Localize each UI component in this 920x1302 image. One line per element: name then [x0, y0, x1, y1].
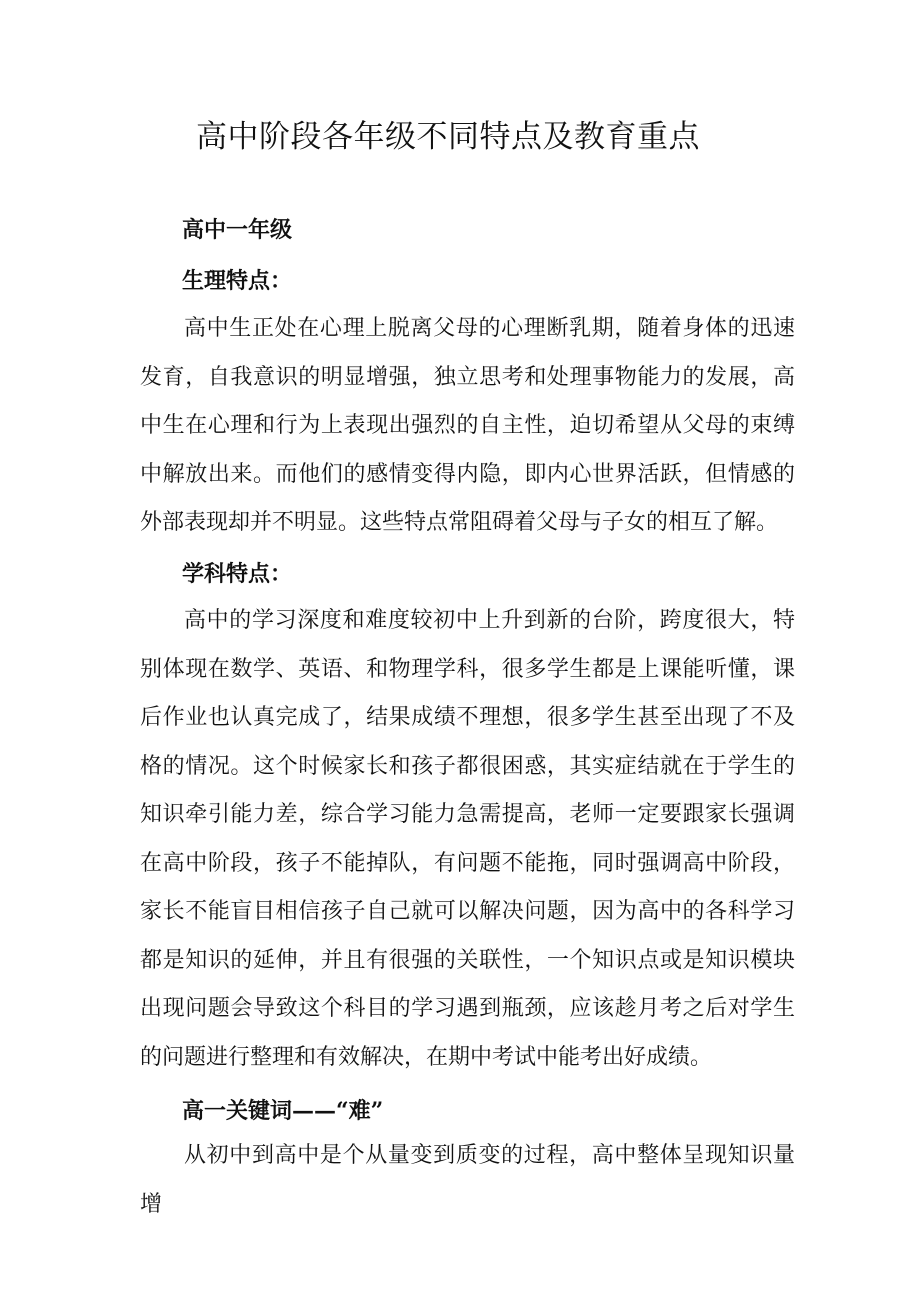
document-title: 高中阶段各年级不同特点及教育重点 — [196, 119, 700, 155]
section-paragraph-keyword: 从初中到高中是个从量变到质变的过程，高中整体呈现知识量增 — [140, 1143, 795, 1217]
section-paragraph-physiological: 高中生正处在心理上脱离父母的心理断乳期，随着身体的迅速发育，自我意识的明显增强，独立思考和处理事物能力的发展，高中生在心理和行为上表现出强烈的自主性，迫切希望从父母的束缚中解放出来。而他们的感情变得内隐，即内心世界活跃，但情感的外部表现却并不明显。这些特点常阻碍着父母与子女的相互了解。 — [140, 316, 795, 535]
section-heading-keyword: 高一关键词——“难” — [182, 1098, 384, 1124]
grade-heading: 高中一年级 — [182, 217, 293, 243]
section-heading-subject: 学科特点： — [182, 561, 293, 587]
section-heading-physiological: 生理特点： — [182, 268, 293, 294]
section-paragraph-subject: 高中的学习深度和难度较初中上升到新的台阶，跨度很大，特别体现在数学、英语、和物理学科，很多学生都是上课能听懂，课后作业也认真完成了，结果成绩不理想，很多学生甚至出现了不及格的情况。这个时候家长和孩子都很困惑，其实症结就在于学生的知识牵引能力差，综合学习能力急需提高，老师一定要跟家长强调在高中阶段，孩子不能掉队，有问题不能拖，同时强调高中阶段，家长不能盲目相信孩子自己就可以解决问题，因为高中的各科学习都是知识的延伸，并且有很强的关联性，一个知识点或是知识模块出现问题会导致这个科目的学习遇到瓶颈，应该趁月考之后对学生的问题进行整理和有效解决，在期中考试中能考出好成绩。 — [140, 608, 795, 1070]
